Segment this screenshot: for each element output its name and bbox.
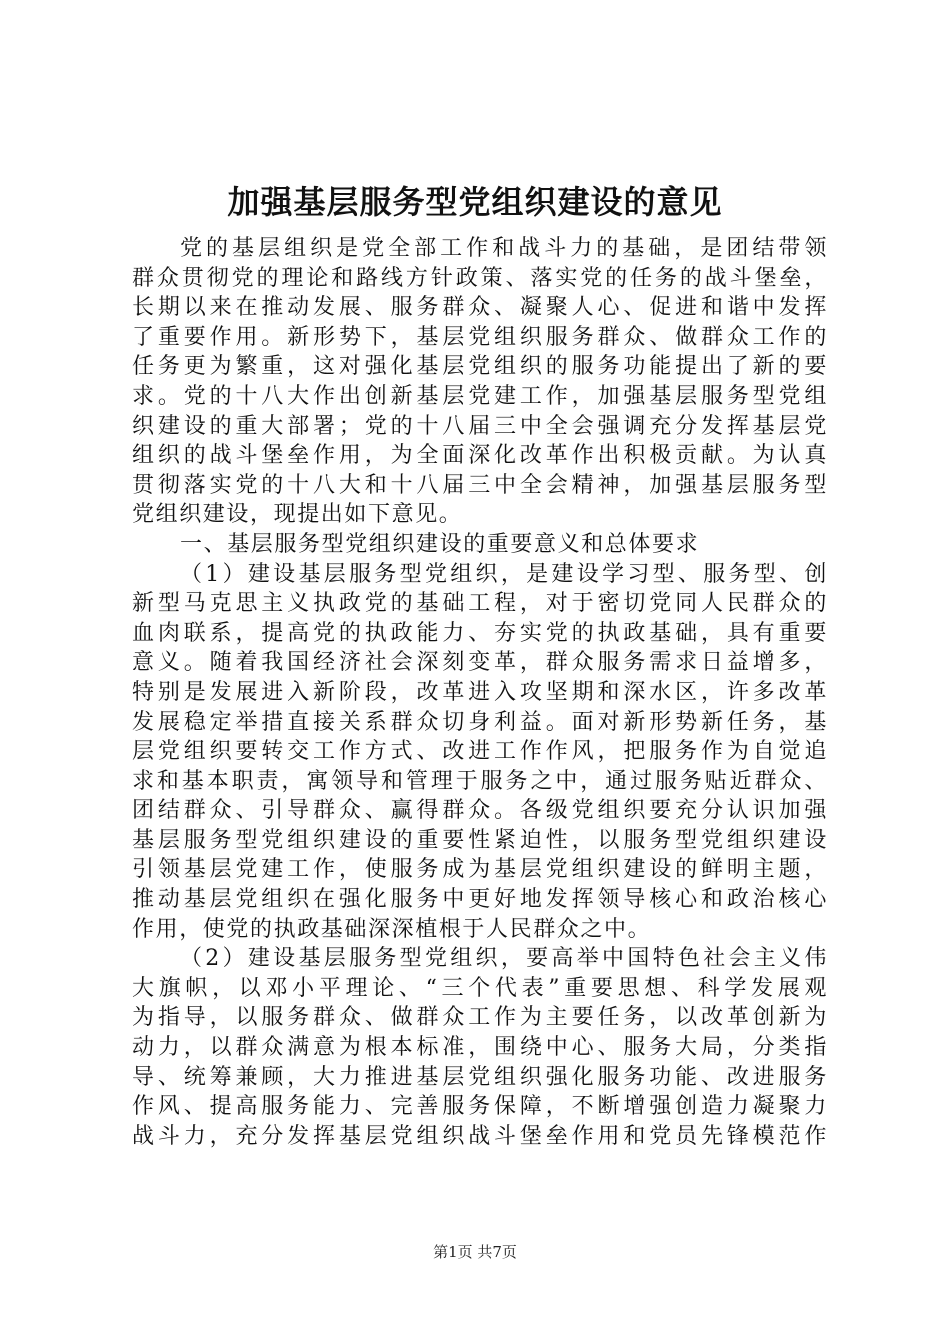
text-line: 团结群众、引导群众、赢得群众。各级党组织要充分认识加强 [132, 798, 828, 824]
text-line: 作风、提高服务能力、完善服务保障，不断增强创造力凝聚力 [132, 1094, 828, 1120]
text-line: 意义。随着我国经济社会深刻变革，群众服务需求日益增多， [132, 650, 828, 676]
text-line: （1）建设基层服务型党组织，是建设学习型、服务型、创 [180, 561, 828, 587]
text-line: 基层服务型党组织建设的重要性紧迫性，以服务型党组织建设 [132, 827, 828, 853]
text-line: 群众贯彻党的理论和路线方针政策、落实党的任务的战斗堡垒， [132, 265, 828, 291]
text-line: 党的基层组织是党全部工作和战斗力的基础，是团结带领 [180, 236, 828, 261]
text-line: 任务更为繁重，这对强化基层党组织的服务功能提出了新的要 [132, 354, 828, 380]
text-line: 长期以来在推动发展、服务群众、凝聚人心、促进和谐中发挥 [132, 295, 828, 321]
document-body [132, 234, 828, 1151]
text-line: 党组织建设，现提出如下意见。 [132, 502, 463, 528]
text-line: 织建设的重大部署；党的十八届三中全会强调充分发挥基层党 [132, 413, 828, 439]
text-line: 血肉联系，提高党的执政能力、夯实党的执政基础，具有重要 [132, 620, 828, 646]
text-line: 层党组织要转交工作方式、改进工作作风，把服务作为自觉追 [132, 739, 828, 765]
text-line: 发展稳定举措直接关系群众切身利益。面对新形势新任务，基 [132, 709, 828, 735]
text-line: 战斗力，充分发挥基层党组织战斗堡垒作用和党员先锋模范作 [132, 1123, 828, 1149]
text-line: 大旗帜，以邓小平理论、“三个代表”重要思想、科学发展观 [132, 975, 828, 1001]
text-line: 新型马克思主义执政党的基础工程，对于密切党同人民群众的 [132, 591, 828, 617]
text-line: 为指导，以服务群众、做群众工作为主要任务，以改革创新为 [132, 1005, 828, 1031]
text-line: 贯彻落实党的十八大和十八届三中全会精神，加强基层服务型 [132, 472, 828, 498]
text-line: 导、统筹兼顾，大力推进基层党组织强化服务功能、改进服务 [132, 1064, 828, 1090]
text-line: 求和基本职责，寓领导和管理于服务之中，通过服务贴近群众、 [132, 768, 828, 794]
text-line: 作用，使党的执政基础深深植根于人民群众之中。 [132, 916, 652, 942]
text-line: 动力，以群众满意为根本标准，围绕中心、服务大局，分类指 [132, 1035, 828, 1061]
page-footer: 第1页 共7页 [433, 1243, 517, 1261]
document-title: 加强基层服务型党组织建设的意见 [227, 183, 723, 221]
text-line: 引领基层党建工作，使服务成为基层党组织建设的鲜明主题， [132, 857, 828, 883]
text-line: 推动基层党组织在强化服务中更好地发挥领导核心和政治核心 [132, 887, 828, 913]
text-line: （2）建设基层服务型党组织，要高举中国特色社会主义伟 [180, 946, 828, 972]
text-line: 一、基层服务型党组织建设的重要意义和总体要求 [180, 531, 700, 557]
text-line: 组织的战斗堡垒作用，为全面深化改革作出积极贡献。为认真 [132, 443, 828, 469]
text-line: 特别是发展进入新阶段，改革进入攻坚期和深水区，许多改革 [132, 679, 828, 705]
text-line: 求。党的十八大作出创新基层党建工作，加强基层服务型党组 [132, 383, 828, 409]
text-line: 了重要作用。新形势下，基层党组织服务群众、做群众工作的 [132, 324, 828, 350]
